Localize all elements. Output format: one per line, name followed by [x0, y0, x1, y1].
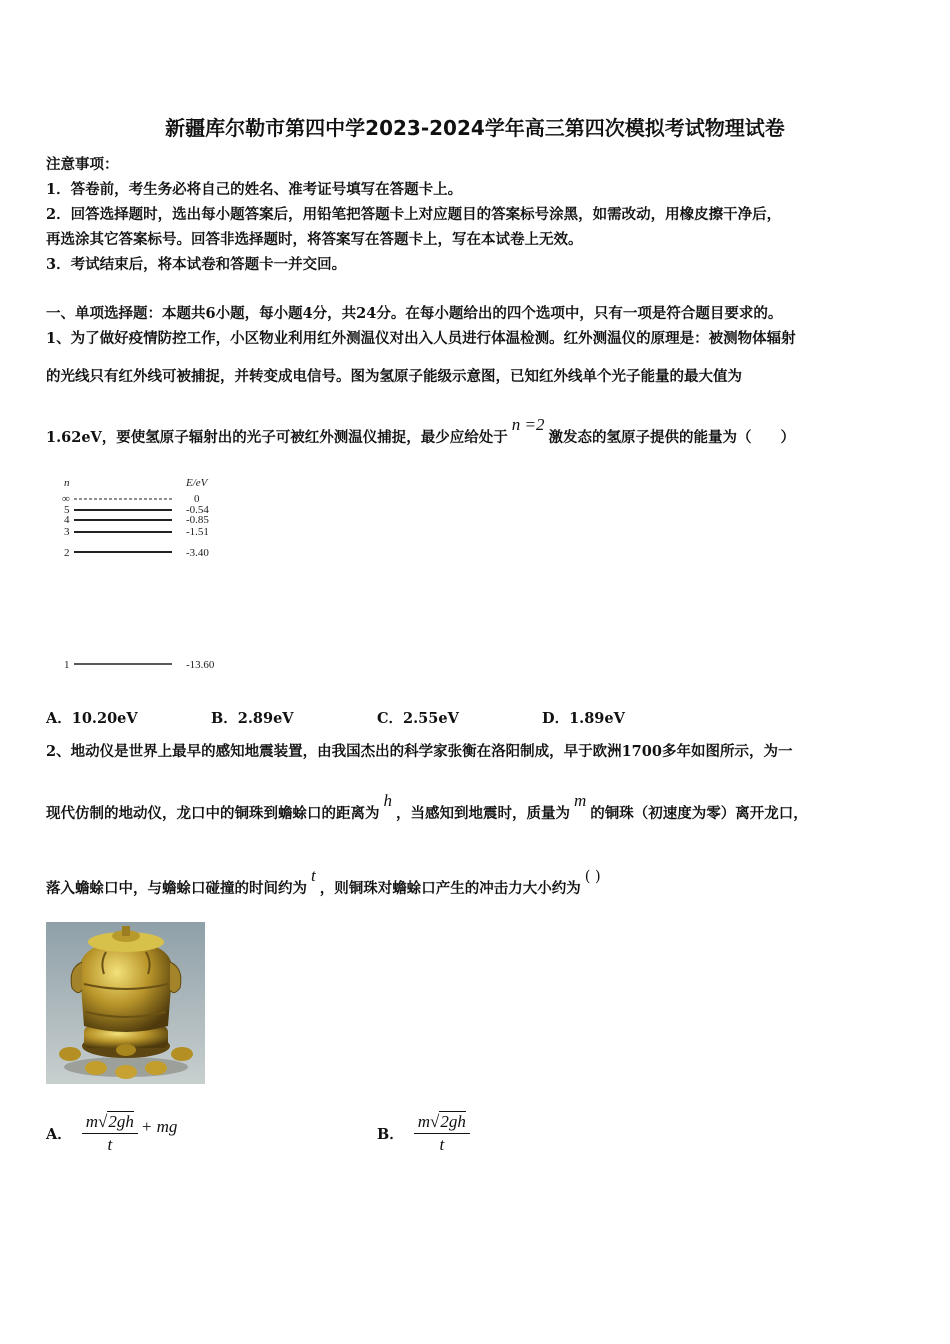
question-1-text-part: 激发态的氢原子提供的能量为（ ） — [548, 429, 796, 446]
fraction-denominator: t — [439, 1134, 445, 1154]
question-2-text-part: ，当感知到地震时，质量为 — [396, 805, 570, 822]
math-plus-mg: + mg — [140, 1117, 178, 1136]
sqrt-content: 2gh — [440, 1111, 466, 1131]
question-2-text — [46, 791, 808, 823]
option-c: C．2.55eV — [377, 710, 459, 727]
notice-item: 3．考试结束后，将本试卷和答题卡一并交回。 — [46, 256, 347, 273]
q2-option-b-label: B． — [377, 1125, 404, 1143]
level-n: 1 — [64, 659, 70, 671]
fraction-denominator: t — [107, 1134, 113, 1154]
math-m: m — [85, 1111, 99, 1131]
option-a: A．10.20eV — [46, 710, 138, 727]
question-1-text: 1、为了做好疫情防控工作，小区物业利用红外测温仪对出入人员进行体温检测。红外测温仪的原理是：被测物体辐射 — [46, 330, 796, 347]
seismoscope-photo — [46, 922, 205, 1084]
sqrt-content: 2gh — [108, 1111, 134, 1131]
level-energy: -0.85 — [186, 514, 209, 526]
q2-option-a-label: A． — [46, 1125, 72, 1143]
question-2-text-part: 的铜珠（初速度为零）离开龙口， — [590, 805, 808, 822]
q2-option-b — [377, 1105, 470, 1161]
level-energy: -1.51 — [186, 526, 209, 538]
question-1-text-part: 1.62eV，要使氢原子辐射出的光子可被红外测温仪捕捉，最少应给处于 — [46, 429, 508, 446]
level-n: 5 — [64, 504, 70, 516]
fraction-numerator — [414, 1112, 470, 1134]
question-2-text-part: ，则铜珠对蟾蜍口产生的冲击力大小约为 — [319, 880, 581, 897]
math-m: m — [417, 1111, 431, 1131]
level-n: ∞ — [62, 493, 70, 505]
math-t: t — [311, 866, 316, 885]
level-energy: -13.60 — [186, 659, 215, 671]
question-2-text-part: 落入蟾蜍口中，与蟾蜍口碰撞的时间约为 — [46, 880, 307, 897]
sqrt-icon: √ — [98, 1111, 108, 1131]
level-energy: -0.54 — [186, 504, 209, 516]
math-n-equals-2: n =2 — [511, 415, 545, 434]
level-energy: -3.40 — [186, 547, 209, 559]
notice-item: 再选涂其它答案标号。回答非选择题时，将答案写在答题卡上，写在本试卷上无效。 — [46, 231, 583, 248]
q2-option-a — [46, 1105, 177, 1161]
math-h: h — [383, 791, 392, 810]
notice-item: 2．回答选择题时，选出每小题答案后，用铅笔把答题卡上对应题目的答案标号涂黑，如需改动，用橡皮擦干净后， — [46, 206, 782, 223]
diagram-n-label: n — [64, 477, 70, 489]
section-heading: 一、单项选择题：本题共6小题，每小题4分，共24分。在每小题给出的四个选项中，只有一项是符合题目要求的。 — [46, 305, 783, 322]
option-d: D．1.89eV — [542, 710, 625, 727]
diagram-energy-label: E/eV — [186, 477, 208, 489]
level-energy: 0 — [194, 493, 200, 505]
fraction — [82, 1112, 138, 1155]
math-m: m — [574, 791, 587, 810]
level-n: 2 — [64, 547, 70, 559]
question-2-text-part: 现代仿制的地动仪，龙口中的铜珠到蟾蜍口的距离为 — [46, 805, 380, 822]
fraction — [414, 1112, 470, 1155]
sqrt-icon: √ — [430, 1111, 440, 1131]
question-1-text: 的光线只有红外线可被捕捉，并转变成电信号。图为氢原子能级示意图，已知红外线单个光子能量的最大值为 — [46, 368, 742, 385]
answer-parentheses: ( ) — [584, 869, 601, 885]
option-b: B．2.89eV — [211, 710, 294, 727]
page-title: 新疆库尔勒市第四中学2023-2024学年高三第四次模拟考试物理试卷 — [165, 116, 785, 140]
energy-level-diagram — [60, 475, 240, 675]
level-n: 3 — [64, 526, 70, 538]
level-n: 4 — [64, 514, 70, 526]
question-1-text — [46, 415, 796, 447]
notice-heading: 注意事项： — [46, 156, 119, 173]
notice-item: 1．答卷前，考生务必将自己的姓名、准考证号填写在答题卡上。 — [46, 181, 463, 198]
question-2-text — [46, 866, 601, 898]
fraction-numerator — [82, 1112, 138, 1134]
question-2-text: 2、地动仪是世界上最早的感知地震装置，由我国杰出的科学家张衡在洛阳制成，早于欧洲1700多年如图所示，为一 — [46, 743, 793, 760]
